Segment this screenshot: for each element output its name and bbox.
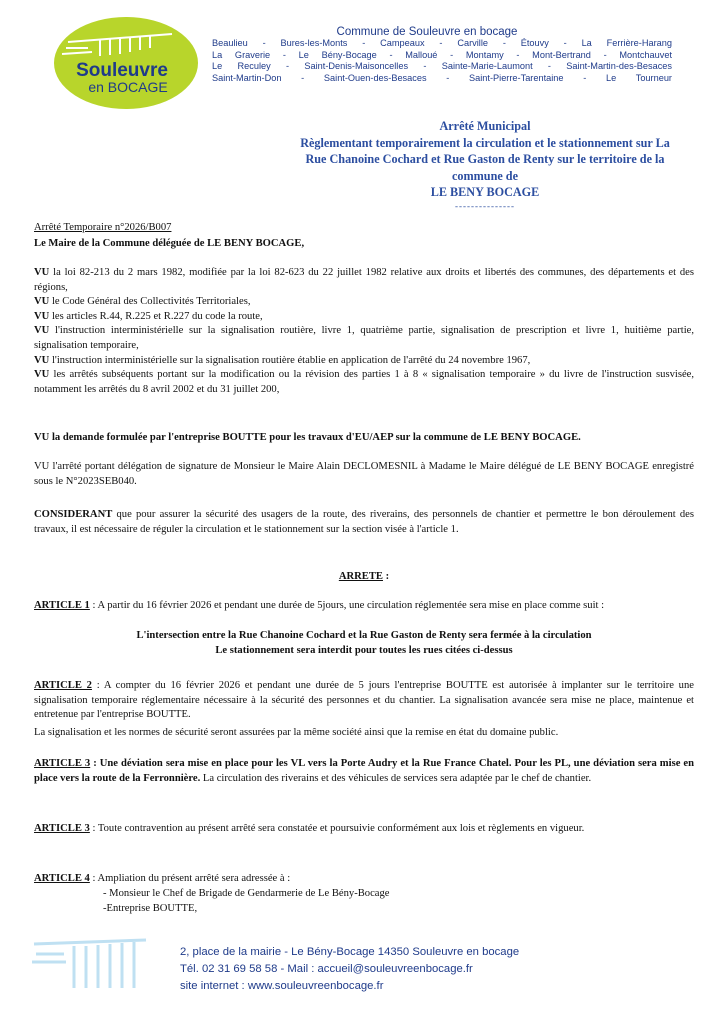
footer-contact-line: Tél. 02 31 69 58 58 - Mail : accueil@souleuvreenbocage.fr bbox=[180, 963, 473, 975]
vu-item: VU l'instruction interministérielle sur la signalisation routière établie en application de l'arrêté du 24 novembre 1967, bbox=[34, 354, 531, 366]
footer-viaduct-icon bbox=[30, 938, 150, 994]
arrete-heading: ARRETE : bbox=[338, 571, 390, 582]
commune-header bbox=[212, 26, 672, 84]
article-2-note: La signalisation et les normes de sécurité seront assurées par la même société ainsi que la remise en état du domaine public. bbox=[34, 727, 559, 738]
decree-title: Arrêté Municipal bbox=[439, 119, 531, 133]
article-3-deviation: ARTICLE 3 : Une déviation sera mise en place pour les VL vers la Porte Audry et la Rue France Chatel. Pour les PL, une déviation sera mise en place vers la route de la Ferronnière. La circulation des riverains et des véhicules de services sera adaptée par le chef de chantier. bbox=[34, 758, 694, 784]
vu-item: VU la loi 82-213 du 2 mars 1982, modifiée par la loi 82-623 du 22 juillet 1982 relative aux droits et libertés des communes, des départements et des régions, bbox=[34, 267, 694, 293]
vu-list bbox=[34, 266, 694, 397]
article-4-recipient: -Entreprise BOUTTE, bbox=[103, 903, 198, 914]
article-3-enforcement: ARTICLE 3 : Toute contravention au présent arrêté sera constatée et poursuivie conformément aux lois et règlements en vigueur. bbox=[34, 823, 585, 834]
decree-heading bbox=[276, 118, 694, 211]
commune-title: Commune de Souleuvre en bocage bbox=[336, 26, 518, 38]
article-1-parking: Le stationnement sera interdit pour toutes les rues citées ci-dessus bbox=[215, 645, 513, 656]
footer-address: 2, place de la mairie - Le Bény-Bocage 14350 Souleuvre en bocage bbox=[180, 946, 520, 958]
article-2: ARTICLE 2 : A compter du 16 février 2026 et pendant une durée de 5 jours l'entreprise BOUTTE est autorisée à implanter sur le territoire une signalisation temporaire réglementaire nécessaire à la sécurité des personnes et du chantier. La signalisation avancée sera mise ne place, maintenue et entretenue par l'entreprise BOUTTE. bbox=[34, 680, 694, 721]
decree-subject-1: Règlementant temporairement la circulation et le stationnement sur La bbox=[300, 135, 670, 150]
villages-line-1: Beaulieu - Bures-les-Monts - Campeaux - Carville - Étouvy - La Ferrière-Harang bbox=[212, 38, 672, 48]
considering-paragraph: CONSIDERANT que pour assurer la sécurité des usagers de la route, des riverains, des personnels de chantier et permettre le bon déroulement des travaux, il est nécessaire de réguler la circulation et le stationnement sur la section visée à l'article 1. bbox=[34, 509, 694, 535]
logo-line2: en BOCAGE bbox=[88, 79, 168, 95]
decree-subject-3: commune de bbox=[451, 168, 518, 183]
decree-number: Arrêté Temporaire n°2026/B007 bbox=[34, 222, 172, 233]
decree-place: LE BENY BOCAGE bbox=[430, 185, 540, 199]
article-4: ARTICLE 4 : Ampliation du présent arrêté sera adressée à : bbox=[34, 873, 291, 884]
decree-authority: Le Maire de la Commune déléguée de LE BENY BOCAGE, bbox=[34, 238, 305, 249]
vu-item: VU l'instruction interministérielle sur la signalisation routière, livre 1, quatrième partie, signalisation de prescription et livre 1, huitième partie, signalisation temporaire, bbox=[34, 325, 694, 351]
vu-request: VU la demande formulée par l'entreprise BOUTTE pour les travaux d'EU/AEP sur la commune de LE BENY BOCAGE. bbox=[34, 432, 581, 443]
villages-line-4: Saint-Martin-Don - Saint-Ouen-des-Besaces - Saint-Pierre-Tarentaine - Le Tourneur bbox=[212, 72, 672, 83]
decree-subject-2: Rue Chanoine Cochard et Rue Gaston de Renty sur le territoire de la bbox=[305, 152, 665, 166]
footer-contact bbox=[180, 944, 519, 995]
vu-item: VU le Code Général des Collectivités Territoriales, bbox=[34, 296, 251, 308]
article-4-recipient: - Monsieur le Chef de Brigade de Gendarmerie de Le Bény-Bocage bbox=[103, 888, 390, 899]
villages-line-2: La Graverie - Le Bény-Bocage - Malloué - Montamy - Mont-Bertrand - Montchauvet bbox=[212, 49, 672, 60]
vu-item: VU les articles R.44, R.225 et R.227 du code la route, bbox=[34, 310, 263, 322]
logo-line1: Souleuvre bbox=[76, 60, 168, 81]
vu-item: VU les arrêtés subséquents portant sur la modification ou la révision des parties 1 à 8 « signalisation temporaire » du livre de l'instruction susvisée, notamment les arrêtés du 8 avril 2002 et du 31 juillet 200, bbox=[34, 369, 694, 395]
article-1: ARTICLE 1 : A partir du 16 février 2026 et pendant une durée de 5jours, une circulation réglementée sera mise en place comme suit : bbox=[34, 600, 605, 611]
villages-line-3: Le Reculey - Saint-Denis-Maisoncelles - Sainte-Marie-Laumont - Saint-Martin-des-Besaces bbox=[212, 61, 672, 72]
article-1-closure: L'intersection entre la Rue Chanoine Cochard et la Rue Gaston de Renty sera fermée à la circulation bbox=[136, 630, 592, 641]
decree-separator: --------------- bbox=[455, 200, 515, 211]
commune-logo bbox=[52, 12, 200, 110]
footer-website: site internet : www.souleuvreenbocage.fr bbox=[180, 980, 384, 992]
vu-delegation: VU l'arrêté portant délégation de signature de Monsieur le Maire Alain DECLOMESNIL à Madame le Maire délégué de LE BENY BOCAGE enregistré sous le N°2023SEB040. bbox=[34, 461, 694, 487]
